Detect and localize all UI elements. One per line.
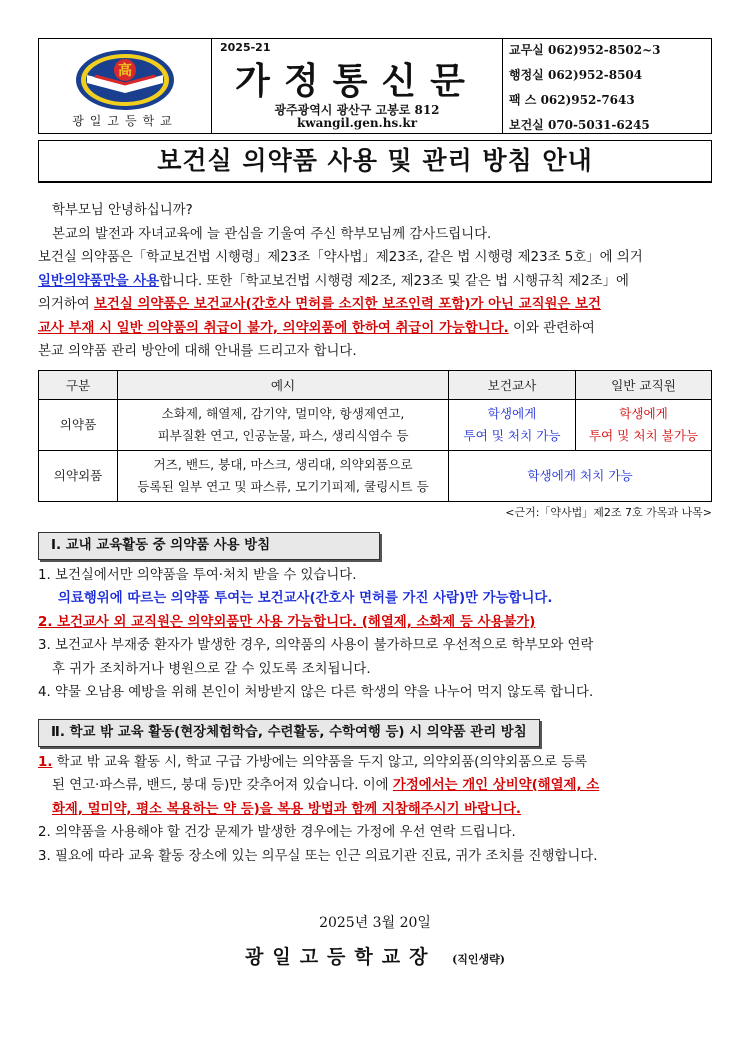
- newsletter-page: [38, 38, 712, 969]
- newsletter-title: 가정통신문: [235, 60, 479, 102]
- contact-line: 팩 스 062)952-7643: [509, 93, 635, 107]
- newsletter-title-cell: [212, 39, 503, 133]
- list-item: 2. 의약품을 사용해야 할 건강 문제가 발생한 경우에는 가정에 우선 연락 드립니다.: [38, 825, 516, 840]
- medicine-table: [38, 370, 712, 502]
- intro-line: 본교 의약품 관리 방안에 대해 안내를 드리고자 합니다.: [38, 344, 357, 359]
- contact-list: [503, 39, 711, 133]
- list-item: 3. 보건교사 부재중 환자가 발생한 경우, 의약품의 사용이 불가하므로 우선적으로 학부모와 연락: [38, 638, 594, 653]
- contact-line: 교무실 062)952-8502~3: [509, 43, 661, 57]
- newsletter-header: [38, 38, 712, 134]
- section-heading: Ⅰ. 교내 교육활동 중 의약품 사용 방침: [38, 532, 380, 560]
- svg-text:高: 高: [118, 63, 132, 79]
- list-item: 1. 보건실에서만 의약품을 투여·처치 받을 수 있습니다.: [38, 567, 357, 583]
- list-item: 3. 필요에 따라 교육 활동 장소에 있는 의무실 또는 인근 의료기관 진료, 귀가 조치를 진행합니다.: [38, 848, 598, 864]
- issue-date: 2025년 3월 20일: [319, 915, 431, 931]
- list-item-continued: 화제, 멀미약, 평소 복용하는 약 등)을 복용 방법과 함께 지참해주시기 바랍니다.: [52, 801, 521, 817]
- issue-number: 2025-21: [220, 41, 271, 54]
- intro-line: 의거하여 보건실 의약품은 보건교사(간호사 면허를 소지한 보조인력 포함)가 아닌 교직원은 보건: [38, 297, 601, 312]
- section1-list: [38, 564, 712, 705]
- thanks-line: 본교의 발전과 자녀교육에 늘 관심을 기울여 주신 학부모님께 감사드립니다.: [52, 226, 492, 242]
- list-item: 2. 보건교사 외 교직원은 의약외품만 사용 가능합니다. (해열제, 소화제 등 사용불가): [38, 614, 536, 630]
- contact-line: 행정실 062)952-8504: [509, 68, 643, 82]
- section-heading: Ⅱ. 학교 밖 교육 활동(현장체험학습, 수련활동, 수학여행 등) 시 의약품 관리 방침: [38, 719, 540, 747]
- intro-line: 일반의약품만을 사용합니다. 또한「학교보건법 시행령 제2조, 제23조 및 같은 법 시행규칙 제2조」에: [38, 273, 629, 289]
- principal-signature: 광일고등학교장 (직인생략): [244, 946, 506, 968]
- school-website: kwangil.gen.hs.kr: [296, 116, 418, 130]
- contact-line: 보건실 070-5031-6245: [509, 118, 650, 132]
- section2-list: [38, 751, 712, 869]
- school-address: 광주광역시 광산구 고봉로 812: [274, 103, 440, 117]
- list-item-detail: 의료행위에 따르는 의약품 투여는 보건교사(간호사 면허를 가진 사람)만 가능합니다.: [58, 591, 553, 606]
- intro-line: 보건실 의약품은「학교보건법 시행령」제23조「약사법」제23조, 같은 법 시행령 제23조 5호」에 의거: [38, 250, 643, 265]
- greeting: 학부모님 안녕하십니까?: [52, 203, 193, 218]
- list-item: 4. 약물 오남용 예방을 위해 본인이 처방받지 않은 다른 학생의 약을 나누어 먹지 않도록 합니다.: [38, 685, 594, 700]
- page-title: 보건실 의약품 사용 및 관리 방침 안내: [38, 140, 712, 183]
- table-row: 의약품 소화제, 해열제, 감기약, 멀미약, 항생제연고, 피부질환 연고, 인공눈물, 파스, 생리식염수 등 학생에게 투여 및 처치 가능 학생에게 투여 및 처치 불가능: [39, 399, 712, 450]
- table-header-row: 구분 예시 보건교사 일반 교직원: [39, 370, 712, 399]
- list-item-continued: 된 연고·파스류, 밴드, 붕대 등)만 갖추어져 있습니다. 이에 가정에서는 개인 상비약(해열제, 소: [52, 778, 600, 793]
- legal-basis-note: <근거:「약사법」제2조 7호 가목과 나목>: [505, 505, 712, 519]
- list-item-continued: 후 귀가 조치하거나 병원으로 갈 수 있도록 조치됩니다.: [52, 661, 371, 677]
- intro-line: 교사 부재 시 일반 의약품의 취급이 불가, 의약외품에 한하여 취급이 가능합니다. 이와 관련하여: [38, 320, 595, 336]
- school-name: 광일고등학교: [72, 114, 178, 128]
- table-row: 의약외품 거즈, 밴드, 붕대, 마스크, 생리대, 의약외품으로 등록된 일부 연고 및 파스류, 모기기피제, 쿨링시트 등 학생에게 처치 가능: [39, 450, 712, 501]
- school-emblem-icon: [75, 49, 175, 111]
- intro-text: [38, 199, 712, 364]
- school-logo-cell: [39, 39, 212, 133]
- list-item: 1. 학교 밖 교육 활동 시, 학교 구급 가방에는 의약품을 두지 않고, 의약외품(의약외품으로 등록: [38, 754, 588, 770]
